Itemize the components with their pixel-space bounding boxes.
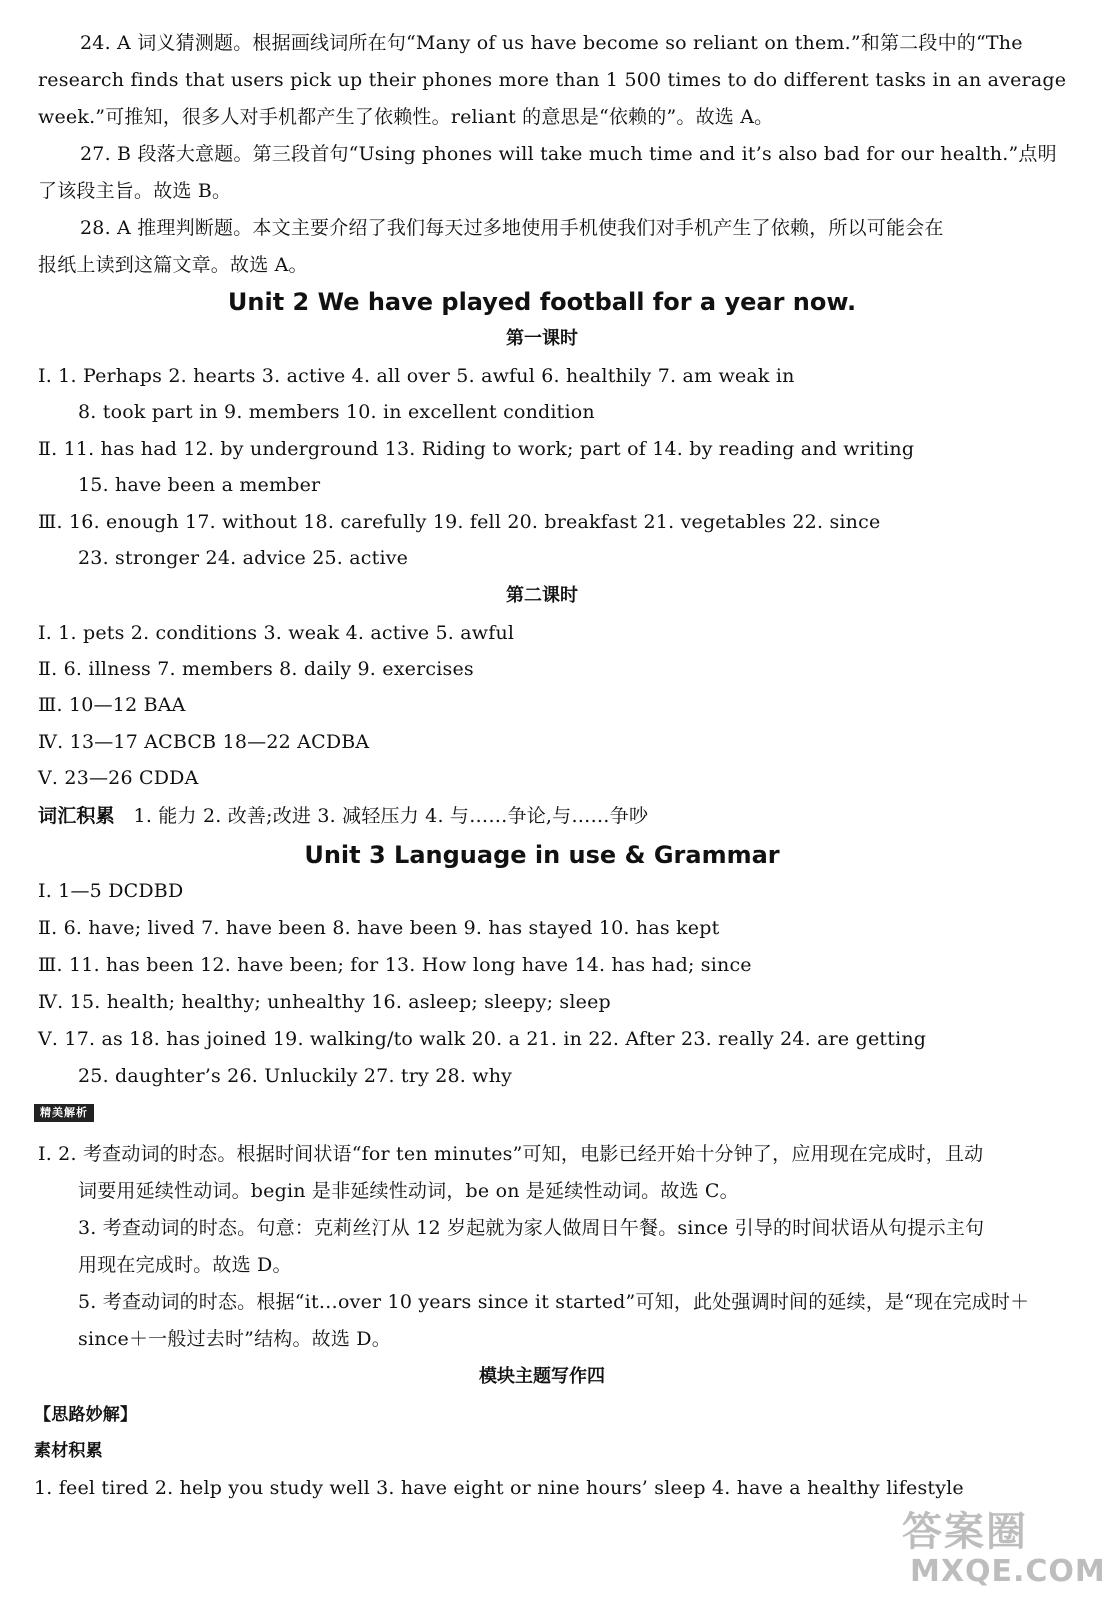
site-watermark [888,1508,1106,1596]
unit2-lesson2-line: Ⅱ. 6. illness 7. members 8. daily 9. exercises [38,658,474,680]
explanation-line: Ⅰ. 2. 考查动词的时态。根据时间状语“for ten minutes”可知，电影已经开始十分钟了，应用现在完成时，且动 [38,1143,984,1165]
unit3-line: Ⅲ. 11. has been 12. have been; for 13. How long have 14. has had; since [38,954,752,976]
answer-24: 24. A 词义猜测题。根据画线词所在句“Many of us have become so reliant on them.”和第二段中的“The [80,32,1023,54]
section-heading: 【思路妙解】 [34,1405,138,1425]
unit2-lesson2-line: Ⅲ. 10—12 BAA [38,694,186,716]
vocab-label: 词汇积累 [38,805,115,827]
unit2-lesson1-line: 15. have been a member [78,474,321,496]
material-line: 1. feel tired 2. help you study well 3. have eight or nine hours’ sleep 4. have a healthy lifestyle [34,1477,964,1499]
unit2-lesson2-line: Ⅰ. 1. pets 2. conditions 3. weak 4. active 5. awful [38,622,515,644]
explanation-line: 用现在完成时。故选 D。 [78,1254,292,1276]
unit3-line: Ⅴ. 17. as 18. has joined 19. walking/to walk 20. a 21. in 22. After 23. really 24. are getting [38,1028,927,1050]
watermark-url: MXQE.COM [910,1554,1106,1589]
unit2-lesson1-line: Ⅰ. 1. Perhaps 2. hearts 3. active 4. all over 5. awful 6. healthily 7. am weak in [38,365,795,387]
unit2-lesson1-line: Ⅲ. 16. enough 17. without 18. carefully 19. fell 20. breakfast 21. vegetables 22. since [38,511,881,533]
unit2-lesson2-heading: 第二课时 [506,585,578,606]
unit2-lesson1-line: Ⅱ. 11. has had 12. by underground 13. Riding to work; part of 14. by reading and writing [38,438,915,460]
explanation-line: 5. 考查动词的时态。根据“it…over 10 years since it started”可知，此处强调时间的延续，是“现在完成时＋ [78,1291,1030,1313]
explanation-line: since＋一般过去时”结构。故选 D。 [78,1328,391,1350]
unit3-line: Ⅰ. 1—5 DCDBD [38,880,184,902]
answer-24-cont-1: research finds that users pick up their phones more than 1 500 times to do different tasks in an average [38,69,1067,91]
vocab-line [38,803,648,829]
unit2-title: Unit 2 We have played football for a year now. [227,288,857,316]
analysis-tag: 精美解析 [34,1104,94,1122]
unit2-lesson1-line: 23. stronger 24. advice 25. active [78,547,409,569]
answer-27-cont: 了该段主旨。故选 B。 [38,180,232,202]
answer-28: 28. A 推理判断题。本文主要介绍了我们每天过多地使用手机使我们对手机产生了依赖，所以可能会在 [80,217,944,239]
unit3-line: 25. daughter’s 26. Unluckily 27. try 28. why [78,1065,513,1087]
subsection-heading: 素材积累 [34,1441,103,1461]
module-title: 模块主题写作四 [479,1366,605,1387]
explanation-line: 3. 考查动词的时态。句意：克莉丝汀从 12 岁起就为家人做周日午餐。since 引导的时间状语从句提示主句 [78,1217,985,1239]
watermark-logo-text: 答案圈 [902,1509,1028,1555]
unit2-lesson1-line: 8. took part in 9. members 10. in excellent condition [78,401,595,423]
unit2-lesson2-line: Ⅳ. 13—17 ACBCB 18—22 ACDBA [38,731,370,753]
answer-24-cont-2: week.”可推知，很多人对手机都产生了依赖性。reliant 的意思是“依赖的”。故选 A。 [38,106,774,128]
unit3-title: Unit 3 Language in use & Grammar [304,841,780,869]
answer-27: 27. B 段落大意题。第三段首句“Using phones will take much time and it’s also bad for our health.”点明 [80,143,1057,165]
vocab-items: 1. 能力 2. 改善;改进 3. 减轻压力 4. 与……争论,与……争吵 [133,805,649,827]
unit3-line: Ⅳ. 15. health; healthy; unhealthy 16. asleep; sleepy; sleep [38,991,611,1013]
explanation-line: 词要用延续性动词。begin 是非延续性动词，be on 是延续性动词。故选 C。 [78,1180,739,1202]
answer-28-cont: 报纸上读到这篇文章。故选 A。 [38,254,308,276]
unit2-lesson1-heading: 第一课时 [506,328,578,349]
unit2-lesson2-line: Ⅴ. 23—26 CDDA [38,767,199,789]
unit3-line: Ⅱ. 6. have; lived 7. have been 8. have been 9. has stayed 10. has kept [38,917,720,939]
